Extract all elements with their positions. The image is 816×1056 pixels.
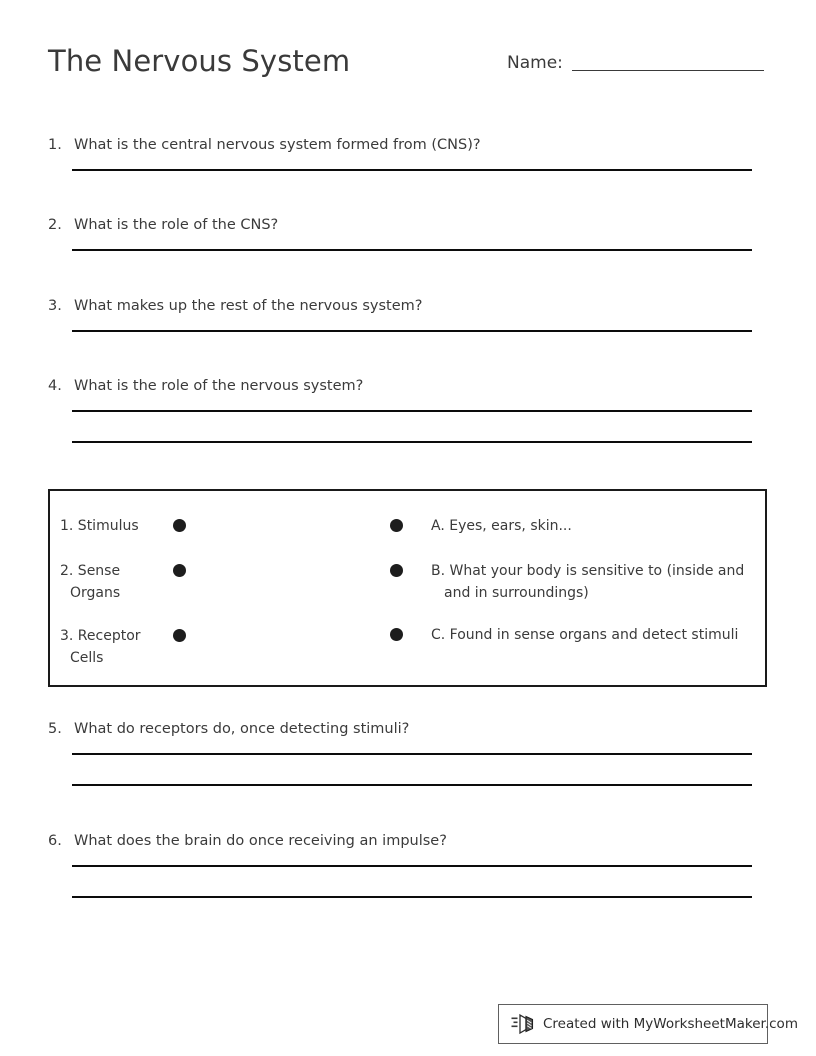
answer-line[interactable]	[72, 865, 752, 867]
matching-left-item-3	[60, 625, 396, 669]
question-6-head	[48, 831, 768, 851]
name-field-group	[507, 52, 764, 74]
matching-inner	[50, 491, 765, 685]
question-3-text: What makes up the rest of the nervous system?	[74, 298, 423, 314]
worksheet-maker-logo-icon	[511, 1012, 537, 1036]
worksheet-header	[48, 44, 768, 96]
question-item-2	[48, 215, 768, 251]
matching-connector-dot[interactable]	[390, 519, 403, 532]
matching-connector-dot[interactable]	[390, 628, 403, 641]
matching-left-item-2	[60, 560, 396, 604]
answer-line[interactable]	[72, 753, 752, 755]
matching-right-item-c	[390, 624, 755, 646]
matching-connector-dot[interactable]	[390, 564, 403, 577]
answer-line[interactable]	[72, 441, 752, 443]
question-6-number: 6.	[48, 833, 62, 849]
footer-attribution-badge[interactable]	[498, 1004, 798, 1044]
answer-line[interactable]	[72, 896, 752, 898]
question-2-number: 2.	[48, 217, 62, 233]
question-4-number: 4.	[48, 378, 62, 394]
matching-exercise-box	[48, 489, 767, 687]
matching-left-item-2-label: 2. Sense Organs	[60, 563, 121, 601]
answer-line[interactable]	[72, 410, 752, 412]
answer-line[interactable]	[72, 249, 752, 251]
question-item-3	[48, 296, 768, 332]
question-3-head	[48, 296, 768, 316]
question-item-1	[48, 135, 768, 171]
answer-line[interactable]	[72, 169, 752, 171]
matching-connector-dot[interactable]	[173, 564, 186, 577]
question-5-number: 5.	[48, 721, 62, 737]
answer-line[interactable]	[72, 784, 752, 786]
name-input-line[interactable]	[572, 70, 764, 71]
matching-right-item-b	[390, 560, 755, 604]
question-5-head	[48, 719, 768, 739]
matching-connector-dot[interactable]	[173, 629, 186, 642]
question-item-5	[48, 719, 768, 786]
question-2-text: What is the role of the CNS?	[74, 217, 279, 233]
question-item-6	[48, 831, 768, 898]
question-2-head	[48, 215, 768, 235]
question-6-text: What does the brain do once receiving an impulse?	[74, 833, 447, 849]
question-3-answer-area	[72, 330, 768, 332]
matching-left-item-1-label: 1. Stimulus	[60, 518, 139, 534]
matching-right-item-b-label: B. What your body is sensitive to (inside and and in surroundings)	[431, 563, 745, 601]
question-1-head	[48, 135, 768, 155]
matching-left-item-1	[60, 515, 396, 537]
question-1-text: What is the central nervous system formed from (CNS)?	[74, 137, 481, 153]
matching-right-item-c-label: C. Found in sense organs and detect stimuli	[431, 627, 739, 643]
question-5-answer-area	[72, 753, 768, 786]
question-1-answer-area	[72, 169, 768, 171]
question-5-text: What do receptors do, once detecting stimuli?	[74, 721, 410, 737]
matching-left-column	[60, 515, 396, 669]
name-label: Name:	[507, 53, 563, 73]
matching-left-item-3-label: 3. Receptor Cells	[60, 628, 141, 666]
answer-line[interactable]	[72, 330, 752, 332]
footer-badge-text: Created with MyWorksheetMaker.com	[543, 1016, 798, 1032]
question-1-number: 1.	[48, 137, 62, 153]
question-4-text: What is the role of the nervous system?	[74, 378, 364, 394]
question-4-head	[48, 376, 768, 396]
question-2-answer-area	[72, 249, 768, 251]
question-4-answer-area	[72, 410, 768, 443]
question-item-4	[48, 376, 768, 443]
question-6-answer-area	[72, 865, 768, 898]
page-title: The Nervous System	[48, 44, 351, 78]
matching-right-column	[390, 515, 755, 646]
matching-right-item-a	[390, 515, 755, 537]
question-3-number: 3.	[48, 298, 62, 314]
matching-connector-dot[interactable]	[173, 519, 186, 532]
matching-right-item-a-label: A. Eyes, ears, skin...	[431, 518, 572, 534]
